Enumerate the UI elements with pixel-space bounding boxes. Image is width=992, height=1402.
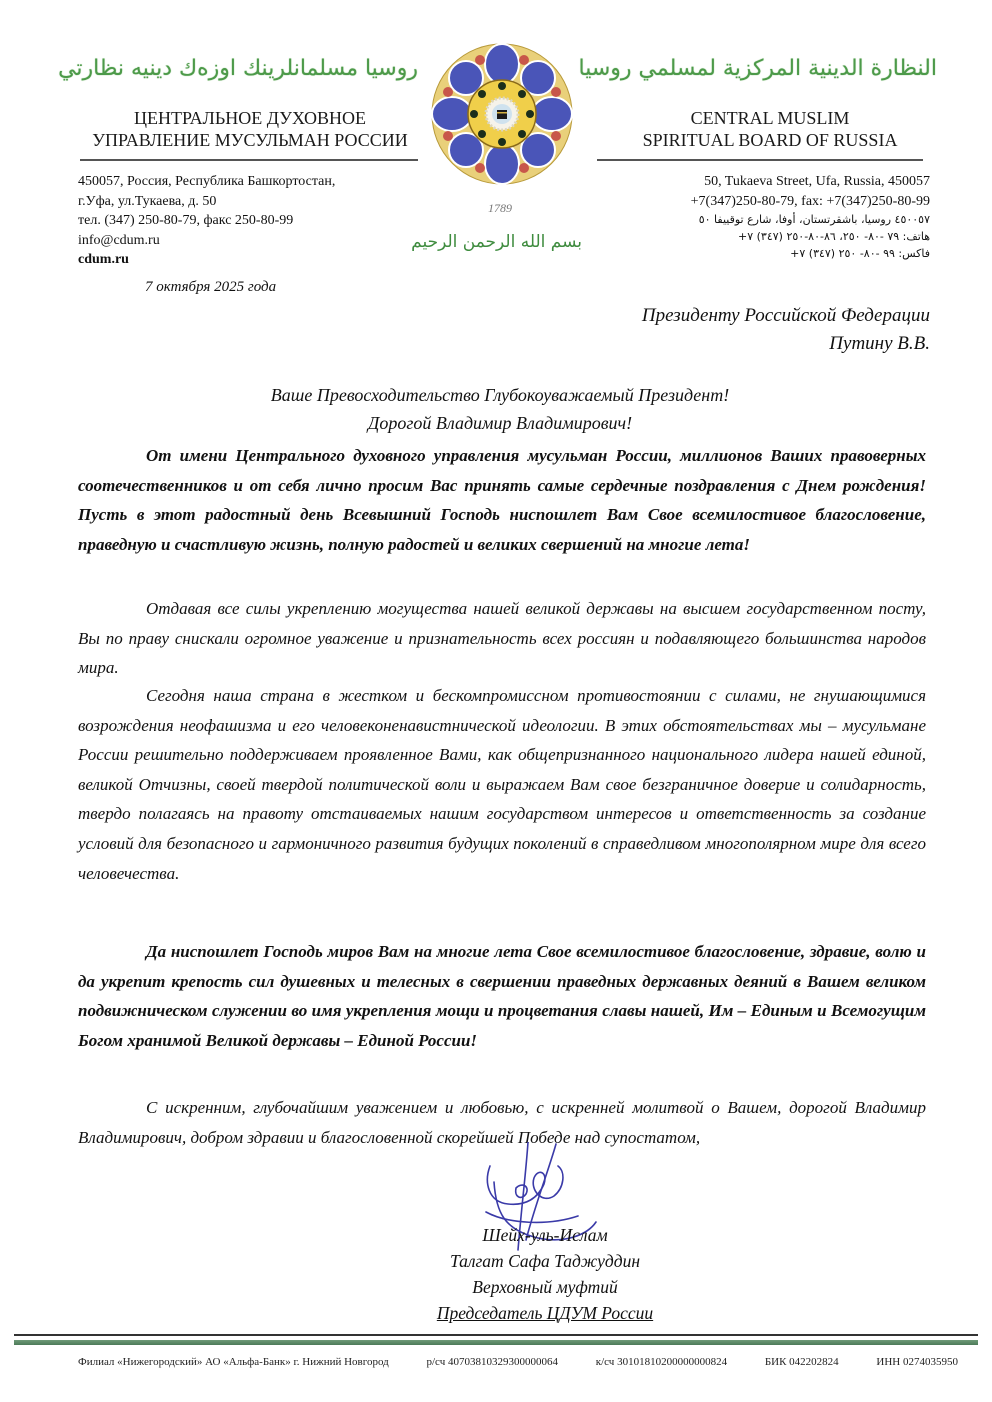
bank-details	[78, 1356, 958, 1368]
letter-date: 7 октября 2025 года	[145, 279, 277, 295]
address-ru-line2: г.Уфа, ул.Тукаева, д. 50	[78, 193, 217, 209]
addressee-line1: Президенту Российской Федерации	[641, 305, 930, 326]
arabic-title-right: النظارة الدينية المركزية لمسلمي روسيا	[578, 56, 937, 81]
basmala-calligraphy: بسم الله الرحمن الرحيم	[411, 232, 582, 252]
founding-year: 1789	[488, 201, 512, 215]
email-link[interactable]: info@cdum.ru	[78, 232, 160, 248]
org-name-english	[590, 107, 950, 151]
address-ru-phone: тел. (347) 250-80-79, факс 250-80-99	[78, 213, 294, 228]
website-link[interactable]: cdum.ru	[78, 252, 129, 267]
signatory-title-2: Верховный муфтий	[472, 1277, 618, 1297]
signatory-name: Талгат Сафа Таджуддин	[450, 1251, 640, 1271]
paragraph-text: От имени Центрального духовного управления мусульман России, миллионов Ваших правоверных соотечественников и от себя лично просим Вас принять самые сердечные поздравления с Днем рождения! Пусть в этот радостный день Всевышний Господь ниспошлет Вам Свое всемилостивое благословение, праведную и счастливую жизнь, полную радостей и великих свершений на многие лета!	[78, 446, 926, 554]
body-paragraph-1	[78, 441, 926, 559]
paragraph-text: Сегодня наша страна в жестком и бескомпромиссном противостоянии с силами, не гнушающимися возрождения неофашизма и его человеконенавистнической идеологии. В этих обстоятельствах мы – мусульмане России решительно поддерживаем проявленное Вами, как общепризнанного национального лидера нашей единой, великой Отчизны, своей твердой политической воли и выражаем Вам свое безграничное доверие и солидарность, твердо полагаясь на правоту отстаиваемых нашим государством интересов и ответственность за создание условий для безопасного и гармоничного развития будущих поколений в справедливом многополярном мире для всего человечества.	[78, 686, 926, 883]
arabic-title-left: روسيا مسلمانلرينك اوزه‌ك دينيه نظارتي	[58, 56, 418, 81]
salutation-line1: Ваше Превосходительство Глубокоуважаемый Президент!	[270, 385, 730, 405]
salutation	[120, 381, 880, 437]
bank-name: Филиал «Нижегородский» АО «Альфа-Банк» г. Нижний Новгород	[78, 1356, 389, 1368]
kaaba-icon	[497, 110, 507, 119]
address-russian	[78, 172, 408, 270]
inn-code: ИНН 0274035950	[876, 1356, 958, 1368]
islamic-rosette-emblem-icon	[428, 40, 576, 188]
paragraph-text: Отдавая все силы укреплению могущества нашей великой державы на высшем государственном посту, Вы по праву снискали огромное уважение и признательность всех россиян и подавляющего большинства народов мира.	[78, 599, 926, 678]
signatory-title-3: Председатель ЦДУМ России	[436, 1303, 654, 1323]
bik-code: БИК 042202824	[764, 1356, 839, 1368]
org-name-ru-line1: ЦЕНТРАЛЬНОЕ ДУХОВНОЕ	[133, 108, 367, 128]
addressee	[642, 302, 930, 358]
salutation-line2: Дорогой Владимир Владимирович!	[367, 413, 633, 433]
signature-block	[375, 1222, 715, 1326]
header-divider-right	[597, 159, 923, 161]
address-ar-fax: فاكس: ٩٩ -٨٠- ٢٥٠ (٣٤٧) ٧+	[790, 247, 930, 260]
addressee-line2: Путину В.В.	[829, 333, 930, 354]
org-name-russian	[70, 107, 430, 151]
org-name-en-line2: SPIRITUAL BOARD OF RUSSIA	[642, 130, 898, 150]
footer-divider	[14, 1334, 978, 1336]
address-en-line1: 50, Tukaeva Street, Ufa, Russia, 450057	[704, 174, 930, 189]
body-paragraph-4	[78, 937, 926, 1055]
correspondent-account: к/сч 30101810200000000824	[595, 1356, 728, 1368]
org-name-ru-line2: УПРАВЛЕНИЕ МУСУЛЬМАН РОССИИ	[92, 130, 408, 150]
paragraph-text: Да ниспошлет Господь миров Вам на многие лета Свое всемилостивое благословение, здравие, волю и да укрепит крепость сил душевных и телесных в свершении праведных державных деяний в Вашем великом подвижническом служении во имя укрепления мощи и процветания славы нашей, Им – Единым и Всемогущим Богом хранимой Великой державы – Единой России!	[78, 942, 926, 1050]
address-ar-phone: هاتف: ٧٩ -٨٠- ٢٥٠، ٨٦-٨٠-٢٥٠ (٣٤٧) ٧+	[737, 230, 930, 243]
org-name-en-line1: CENTRAL MUSLIM	[690, 108, 850, 128]
header-divider-left	[80, 159, 418, 161]
address-ar-line1: ٤٥٠٠٥٧ روسيا، باشقرتستان، أوفا، شارع توقييفا ٥٠	[698, 213, 930, 226]
signatory-title-1: Шейх-уль-Ислам	[482, 1225, 608, 1245]
address-english-arabic	[600, 172, 930, 262]
address-ru-line1: 450057, Россия, Республика Башкортостан,	[78, 174, 336, 189]
body-paragraph-3	[78, 681, 926, 888]
paragraph-text: С искренним, глубочайшим уважением и любовью, с искренней молитвой о Вашем, дорогой Владимир Владимирович, добром здравии и благословенной скорейшей Победе над супостатом,	[78, 1098, 926, 1147]
body-paragraph-2	[78, 594, 926, 683]
address-en-phone: +7(347)250-80-79, fax: +7(347)250-80-99	[690, 193, 930, 209]
footer-green-band	[14, 1340, 978, 1345]
settlement-account: р/сч 40703810329300000064	[426, 1356, 559, 1368]
